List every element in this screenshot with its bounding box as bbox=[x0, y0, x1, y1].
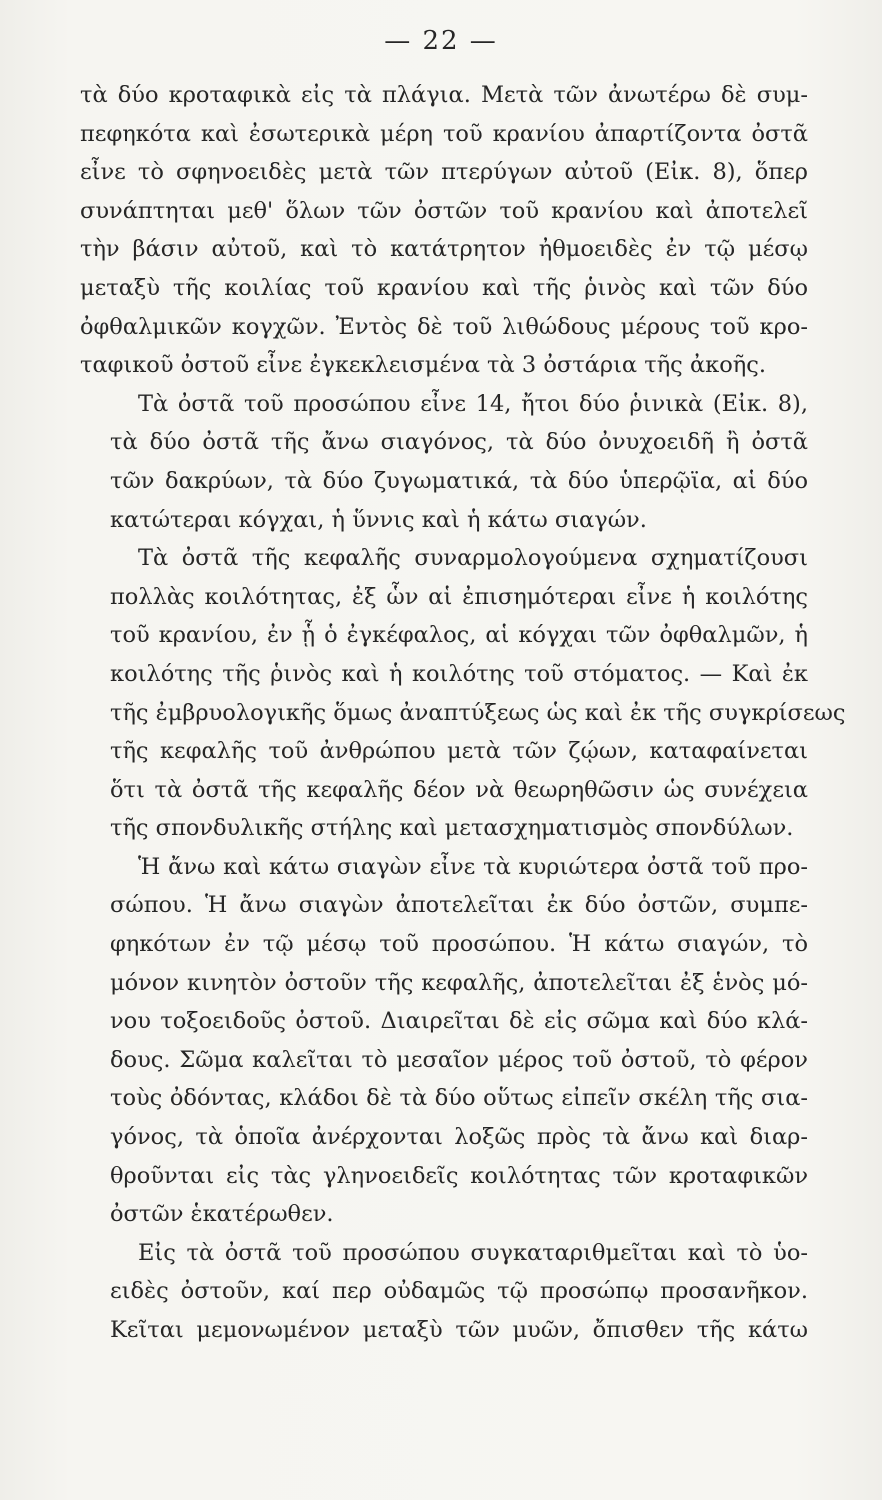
text-line: σώπου. Ἡ ἄνω σιαγὼν ἀποτελεῖται ἐκ δύο ὀστῶν, συμπε- bbox=[110, 892, 808, 919]
text-line: ταφικοῦ ὀστοῦ εἶνε ἐγκεκλεισμένα τὰ 3 ὀστάρια τῆς ἀκοῆς. bbox=[80, 352, 766, 379]
paragraph-5 bbox=[80, 1234, 808, 1350]
text-line: τοὺς ὀδόντας, κλάδοι δὲ τὰ δύο οὕτως εἰπεῖν σκέλη τῆς σια- bbox=[110, 1085, 808, 1112]
text-line: πεφηκότα καὶ ἐσωτερικὰ μέρη τοῦ κρανίου ἀπαρτίζοντα ὀστᾶ bbox=[80, 120, 808, 147]
page-body bbox=[80, 76, 846, 1350]
paragraph-2 bbox=[80, 385, 808, 539]
text-line: κοιλότης τῆς ῥινὸς καὶ ἡ κοιλότης τοῦ στόματος. — Καὶ ἐκ bbox=[110, 660, 808, 687]
text-line: πολλὰς κοιλότητας, ἐξ ὧν αἱ ἐπισημότεραι εἶνε ἡ κοιλότης bbox=[110, 583, 808, 610]
text-line: κατώτεραι κόγχαι, ἡ ὕννις καὶ ἡ κάτω σιαγών. bbox=[110, 506, 647, 533]
text-line: Τὰ ὀστᾶ τοῦ προσώπου εἶνε 14, ἤτοι δύο ῥινικὰ (Εἰκ. 8), bbox=[138, 390, 808, 417]
text-line: φηκότων ἐν τῷ μέσῳ τοῦ προσώπου. Ἡ κάτω σιαγών, τὸ bbox=[110, 931, 808, 958]
text-line: νου τοξοειδοῦς ὀστοῦ. Διαιρεῖται δὲ εἰς σῶμα καὶ δύο κλά- bbox=[110, 1008, 808, 1035]
paragraph-1 bbox=[80, 76, 808, 385]
text-line: δους. Σῶμα καλεῖται τὸ μεσαῖον μέρος τοῦ ὀστοῦ, τὸ φέρον bbox=[110, 1046, 808, 1073]
paragraph-3 bbox=[80, 539, 846, 848]
text-line: συνάπτηται μεθ' ὅλων τῶν ὀστῶν τοῦ κρανίου καὶ ἀποτελεῖ bbox=[80, 197, 808, 224]
text-line: Εἰς τὰ ὀστᾶ τοῦ προσώπου συγκαταριθμεῖται καὶ τὸ ὑο- bbox=[138, 1239, 808, 1266]
text-line: τῆς ἐμβρυολογικῆς ὅμως ἀναπτύξεως ὡς καὶ ἐκ τῆς συγκρίσεως bbox=[110, 699, 846, 726]
text-line: Κεῖται μεμονωμένον μεταξὺ τῶν μυῶν, ὄπισθεν τῆς κάτω bbox=[110, 1317, 808, 1343]
text-line: γόνος, τὰ ὁποῖα ἀνέρχονται λοξῶς πρὸς τὰ ἄνω καὶ διαρ- bbox=[110, 1124, 808, 1151]
text-line: ὀφθαλμικῶν κογχῶν. Ἐντὸς δὲ τοῦ λιθώδους μέρους τοῦ κρο- bbox=[80, 313, 808, 340]
text-line: τῶν δακρύων, τὰ δύο ζυγωματικά, τὰ δύο ὑπερῷϊα, αἱ δύο bbox=[110, 467, 808, 494]
text-line: τὰ δύο κροταφικὰ εἰς τὰ πλάγια. Μετὰ τῶν ἀνωτέρω δὲ συμ- bbox=[80, 82, 808, 108]
text-line: εἶνε τὸ σφηνοειδὲς μετὰ τῶν πτερύγων αὐτοῦ (Εἰκ. 8), ὅπερ bbox=[80, 159, 808, 186]
text-line: ὀστῶν ἑκατέρωθεν. bbox=[110, 1201, 334, 1228]
text-line: μεταξὺ τῆς κοιλίας τοῦ κρανίου καὶ τῆς ῥινὸς καὶ τῶν δύο bbox=[80, 274, 808, 301]
text-line: Τὰ ὀστᾶ τῆς κεφαλῆς συναρμολογούμενα σχηματίζουσι bbox=[138, 545, 808, 572]
text-line: τῆς σπονδυλικῆς στήλης καὶ μετασχηματισμὸς σπονδύλων. bbox=[110, 815, 794, 842]
paragraph-4 bbox=[80, 848, 808, 1234]
text-line: τῆς κεφαλῆς τοῦ ἀνθρώπου μετὰ τῶν ζῴων, καταφαίνεται bbox=[110, 738, 808, 765]
page-number: — 22 — bbox=[384, 26, 498, 56]
text-line: τοῦ κρανίου, ἐν ᾗ ὁ ἐγκέφαλος, αἱ κόγχαι τῶν ὀφθαλμῶν, ἡ bbox=[110, 622, 808, 649]
text-line: ὅτι τὰ ὀστᾶ τῆς κεφαλῆς δέον νὰ θεωρηθῶσιν ὡς συνέχεια bbox=[110, 776, 808, 803]
text-line: τὰ δύο ὀστᾶ τῆς ἄνω σιαγόνος, τὰ δύο ὀνυχοειδῆ ἢ ὀστᾶ bbox=[110, 429, 808, 456]
text-line: μόνον κινητὸν ὀστοῦν τῆς κεφαλῆς, ἀποτελεῖται ἐξ ἑνὸς μό- bbox=[110, 969, 808, 996]
text-line: Ἡ ἄνω καὶ κάτω σιαγὼν εἶνε τὰ κυριώτερα ὀστᾶ τοῦ προ- bbox=[138, 853, 808, 880]
text-line: θροῦνται εἰς τὰς γληνοειδεῖς κοιλότητας τῶν κροταφικῶν bbox=[110, 1162, 808, 1189]
text-line: τὴν βάσιν αὐτοῦ, καὶ τὸ κατάτρητον ἠθμοειδὲς ἐν τῷ μέσῳ bbox=[80, 236, 808, 263]
text-line: ειδὲς ὀστοῦν, καί περ οὐδαμῶς τῷ προσώπῳ προσανῆκον. bbox=[110, 1278, 808, 1305]
